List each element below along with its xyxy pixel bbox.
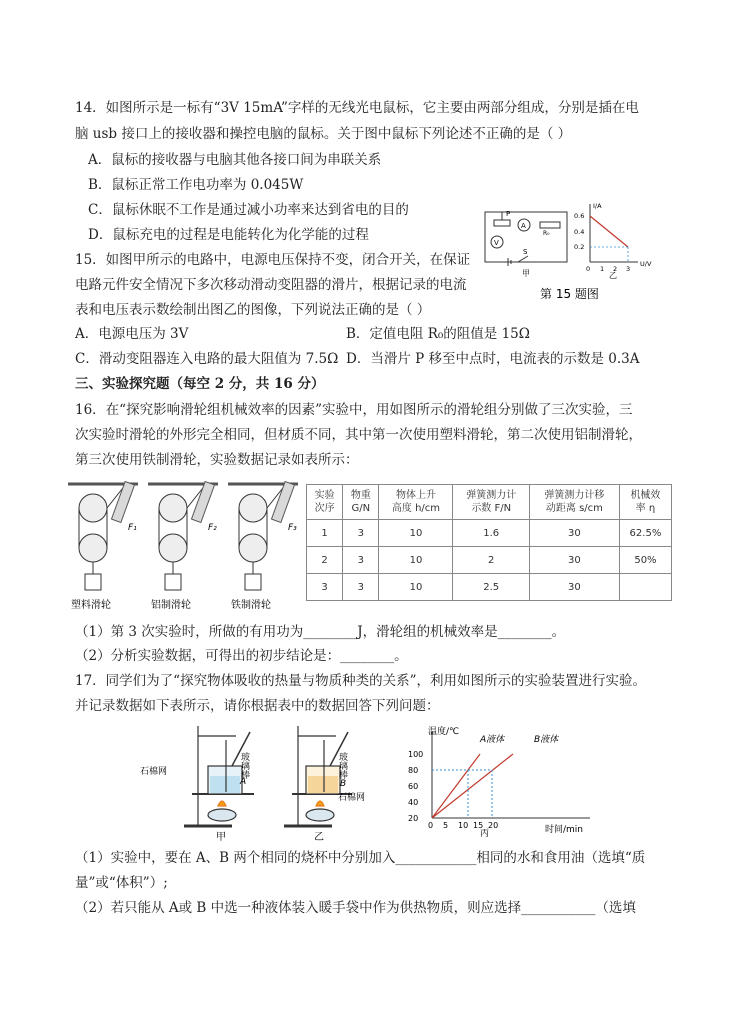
q15-figure [478, 198, 663, 308]
table-cell: 30 [529, 520, 619, 547]
q17-series-a-label: A液体 [480, 735, 505, 745]
table-cell: 1 [307, 520, 343, 547]
q17-sub2: （2）若只能从 A或 B 中选一种液体装入暖手袋中作为供热物质，则应选择___________（选填 [75, 900, 636, 916]
table-cell: 2 [307, 547, 343, 574]
q15-xtick: 1 [600, 265, 605, 273]
spring-scale [271, 481, 294, 522]
q14-stem-line1: 14．如图所示是一标有“3V 15mA”字样的无线光电鼠标，它主要由两部分组成，分别是插在电 [75, 100, 639, 116]
y-tick-label: 40 [408, 798, 419, 807]
table-header-cell: 弹簧测力计移 动距离 s/cm [529, 485, 619, 520]
q15-stem-line1: 15．如图甲所示的电路中，电源电压保持不变，闭合开关，在保证 [75, 252, 471, 268]
table-header-cell: 物体上升 高度 h/cm [379, 485, 453, 520]
q14-option-c: C．鼠标休眠不工作是通过减小功率来达到省电的目的 [88, 202, 409, 218]
table-row [307, 574, 672, 601]
q15-label-p: P [506, 210, 511, 218]
q15-label-switch: S [523, 248, 528, 256]
q17-series-b-label: B液体 [534, 735, 559, 745]
q16-pulley-figures [68, 478, 302, 614]
table-cell: 30 [529, 547, 619, 574]
q17-apparatus-figure [140, 722, 380, 844]
q15-stem-line3: 表和电压表示数绘制出图乙的图像，下列说法正确的是（ ） [75, 302, 431, 318]
q16-stem-line2: 次实验时滑轮的外形完全相同，但材质不同，其中第一次使用塑料滑轮，第二次使用铝制滑轮， [75, 427, 642, 443]
q17-stem-line2: 并记录数据如下表所示，请你根据表中的数据回答下列问题： [75, 698, 440, 714]
table-cell: 2 [453, 547, 530, 574]
q17-label-a: A [240, 777, 247, 787]
table-cell: 30 [529, 574, 619, 601]
x-tick-label: 0 [428, 821, 434, 830]
q17-label-glass-right: 玻璃棒 [337, 752, 347, 779]
q17-label-glass-left: 玻璃棒 [239, 752, 249, 779]
table-cell: 3 [343, 547, 379, 574]
table-header-cell: 弹簧测力计 示数 F/N [453, 485, 530, 520]
weight-block [165, 574, 181, 590]
q16-sub1: （1）第 3 次实验时，所做的有用功为________J，滑轮组的机械效率是________。 [75, 624, 566, 640]
weight-block [245, 574, 261, 590]
q15-xtick: 2 [613, 265, 618, 273]
spring-scale [191, 481, 214, 522]
q17-fig-jia: 甲 [216, 832, 226, 843]
q15-xtick: 0 [586, 265, 591, 273]
x-tick-label: 15 [473, 821, 484, 830]
x-tick-label: 20 [488, 821, 499, 830]
q14-option-b: B．鼠标正常工作电功率为 0.045W [88, 177, 304, 193]
table-header-cell: 物重 G/N [343, 485, 379, 520]
table-cell [619, 574, 671, 601]
q14-option-a: A．鼠标的接收器与电脑其他各接口间为串联关系 [88, 152, 382, 168]
table-row [307, 547, 672, 574]
pulley-material-label: 铝制滑轮 [151, 600, 191, 611]
force-label: F₃ [288, 523, 297, 533]
table-cell: 2.5 [453, 574, 530, 601]
y-tick-label: 100 [408, 750, 424, 759]
q15-option-b: B．定值电阻 R₀的阻值是 15Ω [346, 326, 530, 342]
movable-pulley [239, 534, 267, 562]
movable-pulley [159, 534, 187, 562]
y-tick-label: 20 [408, 814, 419, 823]
table-header-cell: 实验 次序 [307, 485, 343, 520]
table-cell: 3 [343, 520, 379, 547]
table-cell: 62.5% [619, 520, 671, 547]
force-label: F₁ [128, 523, 137, 533]
q15-axis-x-label: U/V [640, 260, 652, 268]
table-cell: 3 [343, 574, 379, 601]
table-cell: 50% [619, 547, 671, 574]
y-tick-label: 80 [408, 766, 419, 775]
q17-fig-bing: 丙 [480, 829, 490, 839]
q17-graph-ylabel: 温度/℃ [428, 727, 460, 737]
q15-axis-y-label: I/A [593, 202, 602, 210]
q15-fig-jia: 甲 [522, 269, 530, 278]
table-row [307, 520, 672, 547]
q14-stem-line2: 脑 usb 接口上的接收器和操控电脑的鼠标。关于图中鼠标下列论述不正确的是（ ） [75, 126, 572, 142]
movable-pulley [79, 534, 107, 562]
q17-fig-yi: 乙 [314, 832, 324, 843]
pulley-material-label: 铁制滑轮 [231, 600, 271, 611]
q17-label-mesh-right: 石棉网 [338, 793, 366, 803]
q15-label-r0: R₀ [543, 230, 550, 237]
q17-graph-xlabel: 时间/min [545, 825, 584, 835]
fixed-pulley [159, 494, 187, 522]
q15-caption: 第 15 题图 [540, 287, 599, 301]
q17-temperature-graph [400, 724, 600, 839]
q16-data-table [306, 484, 672, 601]
q15-label-voltmeter: V [494, 239, 499, 247]
q15-ytick: 0.6 [574, 212, 585, 220]
weight-block [85, 574, 101, 590]
q15-ytick: 0.4 [574, 228, 585, 236]
table-cell: 10 [379, 520, 453, 547]
table-header-row [307, 485, 672, 520]
q15-label-ammeter: A [521, 222, 526, 230]
fixed-pulley [79, 494, 107, 522]
table-cell: 10 [379, 574, 453, 601]
q14-option-d: D．鼠标充电的过程是电能转化为化学能的过程 [88, 227, 369, 243]
force-label: F₂ [208, 523, 217, 533]
q16-stem-line3: 第三次使用铁制滑轮，实验数据记录如表所示： [75, 452, 359, 468]
x-tick-label: 10 [458, 821, 469, 830]
q16-stem-line1: 16．在“探究影响滑轮组机械效率的因素”实验中，用如图所示的滑轮组分别做了三次实验，三 [75, 402, 633, 418]
table-cell: 3 [307, 574, 343, 601]
q15-stem-line2: 电路元件安全情况下多次移动滑动变阻器的滑片，根据记录的电流 [75, 277, 467, 293]
q17-stem-line1: 17．同学们为了“探究物体吸收的热量与物质种类的关系”，利用如图所示的实验装置进行实验。 [75, 673, 646, 689]
table-cell: 10 [379, 547, 453, 574]
pulley-material-label: 塑料滑轮 [71, 600, 111, 611]
y-tick-label: 60 [408, 782, 419, 791]
q17-label-mesh-left: 石棉网 [140, 767, 168, 777]
table-header-cell: 机械效 率 η [619, 485, 671, 520]
q17-sub1-cont: 量”或“体积”）; [75, 875, 168, 891]
table-cell: 1.6 [453, 520, 530, 547]
section-3-heading: 三、实验探究题（每空 2 分，共 16 分） [75, 376, 325, 392]
fixed-pulley [239, 494, 267, 522]
q15-option-d: D．当滑片 P 移至中点时，电流表的示数是 0.3A [346, 351, 640, 367]
q15-option-c: C．滑动变阻器连入电路的最大阻值为 7.5Ω [75, 351, 339, 367]
spring-scale [111, 481, 134, 522]
q15-xtick: 3 [626, 265, 631, 273]
q15-ytick: 0.2 [574, 243, 585, 251]
q17-sub1: （1）实验中，要在 A、B 两个相同的烧杯中分别加入____________相同的水和食用油（选填“质 [75, 850, 646, 866]
q16-sub2: （2）分析实验数据，可得出的初步结论是：________。 [75, 648, 408, 664]
q15-fig-yi: 乙 [609, 271, 617, 280]
x-tick-label: 5 [443, 821, 449, 830]
q15-option-a: A．电源电压为 3V [75, 326, 189, 342]
q15-iu-graph [590, 204, 638, 262]
q17-label-b: B [340, 779, 347, 789]
